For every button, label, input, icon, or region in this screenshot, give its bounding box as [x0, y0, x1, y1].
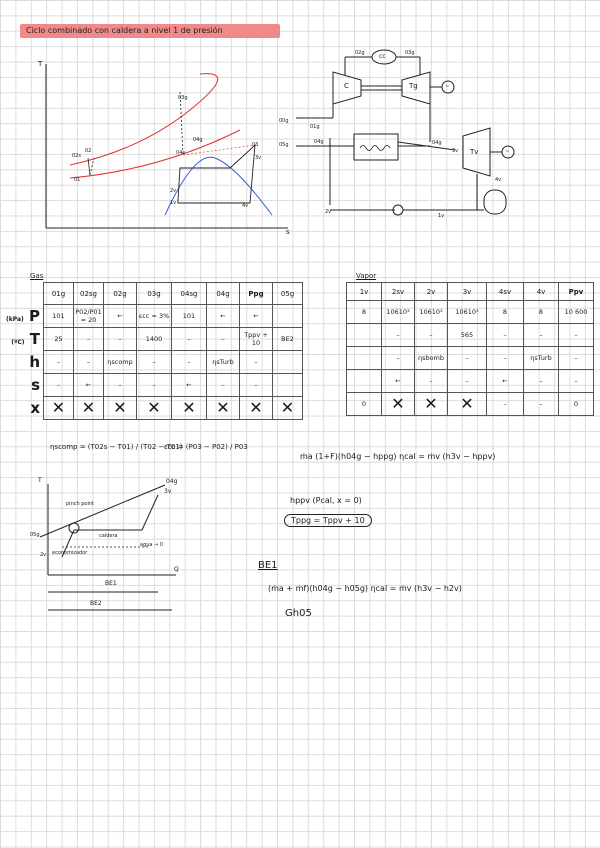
schematic-gas-turbine: Tg [409, 82, 418, 90]
vapor-cell: ηsbomb [415, 347, 448, 370]
gas-header: 05g [273, 283, 303, 305]
vapor-cell: 0 [559, 393, 594, 416]
vapor-cell: 8 [487, 301, 524, 324]
gas-cell: – [74, 328, 104, 351]
ts-label-2v: 2v [170, 188, 177, 194]
ts-label-02: 02 [85, 148, 92, 154]
label-4v: 4v [495, 177, 502, 183]
vapor-cell: – [559, 370, 594, 393]
formula-eta-comp: ηscomp = (T02s − T01) / (T02 − T01) [50, 443, 183, 451]
schematic-compressor: C [344, 82, 349, 90]
gas-cell: – [240, 351, 273, 374]
vapor-cell: – [415, 324, 448, 347]
vapor-header: 4sv [487, 283, 524, 301]
gas-row-label: x [30, 399, 40, 417]
gas-cell: ✕ [273, 397, 303, 420]
generator-icon: ~ [445, 84, 450, 90]
tq-04g: 04g [166, 478, 178, 485]
gas-row-label: P [29, 307, 40, 325]
vapor-cell: – [487, 347, 524, 370]
formula-hppv: hppv (Pcal, x = 0) [290, 496, 362, 505]
tq-05g: 05g [30, 532, 40, 538]
label-2v: 2v [325, 209, 332, 215]
gas-header: Ppg [240, 283, 273, 305]
gas-cell: ✕ [44, 397, 74, 420]
gas-cell: ✕ [207, 397, 240, 420]
vapor-cell: 565 [448, 324, 487, 347]
vapor-header: Ppv [559, 283, 594, 301]
vapor-cell: ← [487, 370, 524, 393]
ts-label-04s: 04s [176, 150, 185, 156]
vapor-cell: – [524, 393, 559, 416]
gas-unit: (kPa) [6, 316, 24, 323]
vapor-cell: 10610³ [382, 301, 415, 324]
vapor-cell: ✕ [415, 393, 448, 416]
gas-cell: ← [104, 305, 137, 328]
gas-cell: 101 [172, 305, 207, 328]
gas-header: 04sg [172, 283, 207, 305]
axis-s-label: s [286, 228, 290, 236]
gas-cell: ← [240, 305, 273, 328]
gas-cell: ← [172, 374, 207, 397]
label-3v: 3v [452, 148, 459, 154]
gas-cell: – [104, 374, 137, 397]
page-title: Ciclo combinado con caldera a nivel 1 de presión [20, 24, 280, 38]
ts-label-4v: 4v [242, 203, 249, 209]
gas-header: 02g [104, 283, 137, 305]
gas-row-label: T [29, 330, 40, 348]
vapor-cell: 10610³ [448, 301, 487, 324]
label-05g: 05g [279, 142, 289, 148]
vapor-cell: ηsTurb [524, 347, 559, 370]
gas-table-label: Gas [30, 272, 44, 280]
vapor-cell: 10610³ [415, 301, 448, 324]
vapor-cell: ← [382, 370, 415, 393]
schematic-cc: cc [379, 53, 386, 60]
formula-tppg: Tppg = Tppv + 10 [284, 514, 372, 527]
tq-caldera: caldera [99, 533, 118, 539]
gas-cell: – [74, 351, 104, 374]
gas-cell: ← [74, 374, 104, 397]
label-03g: 03g [405, 50, 415, 56]
gas-cell: – [44, 374, 74, 397]
gas-cell: 25 [44, 328, 74, 351]
vapor-cell: – [487, 324, 524, 347]
gas-cell: – [137, 351, 172, 374]
ts-label-01: 01 [74, 177, 81, 183]
gas-header: 03g [137, 283, 172, 305]
vapor-cell: – [448, 347, 487, 370]
vapor-cell: – [524, 370, 559, 393]
gas-cell: – [137, 374, 172, 397]
gas-header: 02sg [74, 283, 104, 305]
vapor-header: 3v [448, 283, 487, 301]
formula-energy-balance: ṁa (1+F)(h04g − hppg) ηcal = ṁv (h3v − hppv) [300, 452, 496, 461]
vapor-cell: ✕ [382, 393, 415, 416]
tq-2v: 2v [40, 552, 47, 558]
gas-cell: ηsTurb [207, 351, 240, 374]
label-01g: 01g [310, 124, 320, 130]
ts-label-1v: 1v [170, 200, 177, 206]
gas-cell: ✕ [137, 397, 172, 420]
formula-be1-title: BE1 [258, 560, 278, 571]
vapor-cell: – [382, 324, 415, 347]
ts-label-3v: 3v [255, 155, 262, 161]
vapor-table-label: Vapor [356, 272, 377, 280]
tq-be1: BE1 [105, 580, 117, 587]
vapor-header: 2sv [382, 283, 415, 301]
gas-cell: – [44, 351, 74, 374]
label-00g: 00g [279, 118, 289, 124]
gas-cell: – [240, 374, 273, 397]
vapor-cell: – [559, 324, 594, 347]
gas-cell: ← [207, 305, 240, 328]
gas-cell: – [172, 351, 207, 374]
tq-economizador: economizador [52, 550, 88, 556]
label-1v: 1v [438, 213, 445, 219]
schematic-steam-turbine: Tv [470, 148, 479, 156]
gas-cell: ✕ [240, 397, 273, 420]
axis-t-label: T [38, 60, 43, 68]
gas-cell: 1400 [137, 328, 172, 351]
gas-cell: – [104, 328, 137, 351]
tq-agua: agua → 0 [140, 542, 164, 548]
gas-cell: Tppv + 10 [240, 328, 273, 351]
vapor-cell: 8 [524, 301, 559, 324]
ts-label-03: 03 [252, 142, 259, 148]
gas-cell: – [207, 374, 240, 397]
gas-cell: 101 [44, 305, 74, 328]
tq-axis-t: T [38, 477, 42, 484]
ts-label-04g: 04g [193, 137, 203, 143]
gas-cell: – [172, 328, 207, 351]
gas-cell: – [207, 328, 240, 351]
gas-header: 04g [207, 283, 240, 305]
gas-cell: BE2 [273, 328, 303, 351]
ts-label-03g: 03g [178, 95, 188, 101]
vapor-cell: – [448, 370, 487, 393]
vapor-cell: 10 600 [559, 301, 594, 324]
vapor-cell: – [382, 347, 415, 370]
gas-row-label: s [31, 376, 40, 394]
vapor-header: 2v [415, 283, 448, 301]
vapor-header: 1v [347, 283, 382, 301]
gas-cell: ✕ [104, 397, 137, 420]
formula-be1: (ṁa + ṁf)(h04g − h05g) ηcal = ṁv (h3v − h2v) [268, 584, 462, 593]
ts-label-02s: 02s [72, 153, 81, 159]
gas-header: 01g [44, 283, 74, 305]
label-04g-out: 04g [314, 139, 324, 145]
vapor-cell: – [487, 393, 524, 416]
gas-cell: εcc = 3% [137, 305, 172, 328]
formula-ghost: Gh05 [285, 608, 312, 619]
vapor-header: 4v [524, 283, 559, 301]
vapor-cell: – [415, 370, 448, 393]
gas-cell: ✕ [74, 397, 104, 420]
vapor-cell: ✕ [448, 393, 487, 416]
vapor-cell: 0 [347, 393, 382, 416]
formula-eps-cc: εcc = (P03 − P02) / P03 [164, 443, 248, 451]
tq-pinch: pinch point [66, 501, 94, 507]
tq-axis-q: Q [174, 566, 179, 573]
tq-be2: BE2 [90, 600, 102, 607]
vapor-cell: – [559, 347, 594, 370]
gas-row-label: h [29, 353, 40, 371]
tq-3v: 3v [164, 488, 172, 495]
label-04g: 04g [432, 140, 442, 146]
vapor-cell: 8 [347, 301, 382, 324]
gas-cell: ✕ [172, 397, 207, 420]
gas-unit: (ºC) [11, 339, 25, 346]
generator-icon: ~ [505, 149, 510, 155]
label-02g: 02g [355, 50, 365, 56]
vapor-cell: – [524, 324, 559, 347]
gas-cell: P02/P01 = 20 [74, 305, 104, 328]
gas-cell: ηscomp [104, 351, 137, 374]
